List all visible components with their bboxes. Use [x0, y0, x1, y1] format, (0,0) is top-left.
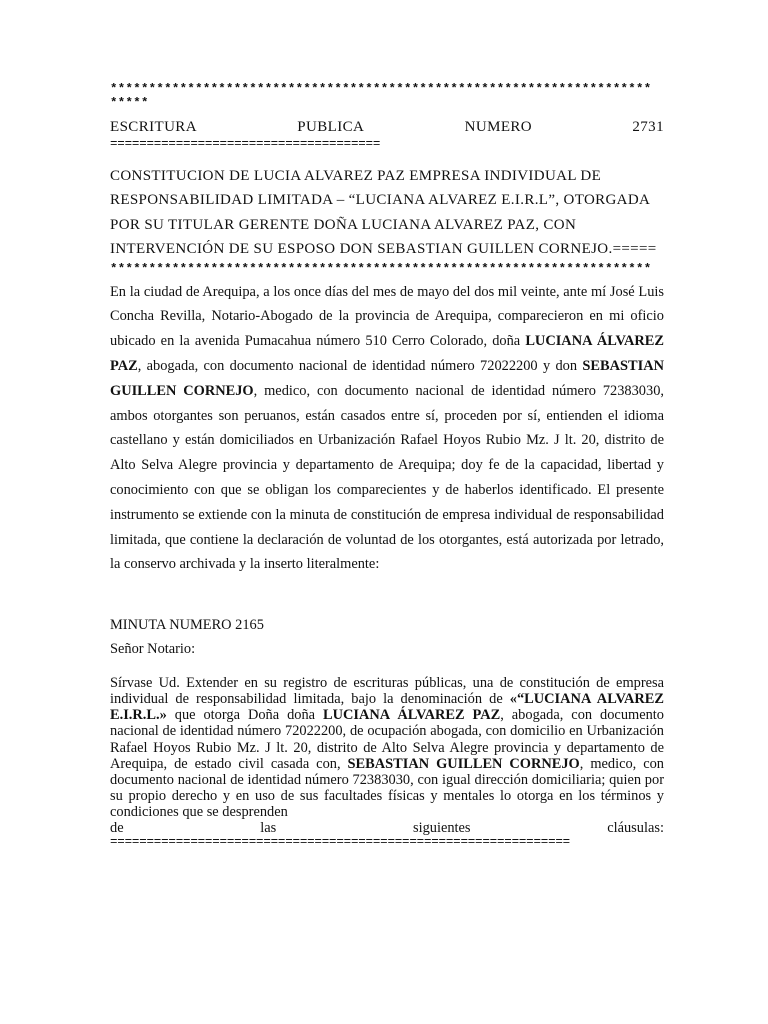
- minuta-paragraph: [110, 675, 664, 820]
- heading-line: RESPONSABILIDAD LIMITADA – “LUCIANA ALVAREZ E.I.R.L”, OTORGADA: [110, 192, 651, 209]
- last-line-word: cláusulas:: [607, 820, 664, 837]
- equals-separator-end: ===============================================================: [110, 836, 570, 849]
- minuta-text: Sírvase Ud. Extender en su registro de escrituras públicas, una de constitución de empresa individual de responsabilidad limitada, bajo la denominación de: [110, 675, 664, 708]
- asterisk-separator-top: **********************************************************************: [110, 82, 652, 96]
- heading-line: INTERVENCIÓN DE SU ESPOSO DON SEBASTIAN GUILLEN CORNEJO.=====: [110, 241, 657, 258]
- intro-text: , medico, con documento nacional de identidad número 72383030, ambos otorgantes son peruanos, están casados entre sí, proceden por sí, entienden el idioma castellano y están domiciliados en Urbanización Rafael Hoyos Rubio Mz. J lt. 20, distrito de Alto Selva Alegre provincia y departamento de Arequipa; doy fe de la capacidad, libertad y conocimiento con que se obligan los comparecientes y de haberlos identificado. El presente instrumento se extiende con la minuta de constitución de empresa individual de responsabilidad limitada, que contiene la declaración de voluntad de los otorgantes, está autorizada por letrado, la conservo archivada y la inserto literalmente:: [110, 382, 664, 573]
- introduction-paragraph: [110, 280, 664, 578]
- intro-text: En la ciudad de Arequipa, a los once días del mes de mayo del dos mil veinte, ante mí José Luis Concha Revilla, Notario-Abogado de la provincia de Arequipa, comparecieron en mi oficio ubicado en la avenida Pumacahua número 510 Cerro Colorado, doña: [110, 283, 664, 350]
- title-word: NUMERO: [464, 119, 533, 135]
- minuta-title: MINUTA NUMERO 2165: [110, 617, 264, 634]
- salutation: Señor Notario:: [110, 641, 196, 658]
- company-name: «“LUCIANA ALVAREZ E.I.R.L.»: [110, 691, 664, 724]
- minuta-last-line: [110, 820, 664, 836]
- minuta-text: , medico, con documento nacional de identidad número 72383030, con igual dirección domiciliaria; quien por su propio derecho y en uso de sus facultades físicas y mentales lo otorga en los términos y condiciones que se desprenden: [110, 755, 665, 820]
- minuta-text: , abogada, con documento nacional de identidad número 72022200, de ocupación abogada, con domicilio en Urbanización Rafael Hoyos Rubio Mz. J lt. 20, distrito de Alto Selva Alegre provincia y departamento de Arequipa, de estado civil casada con,: [110, 707, 664, 772]
- last-line-word: de: [110, 820, 124, 837]
- heading-line: POR SU TITULAR GERENTE DOÑA LUCIANA ALVAREZ PAZ, CON: [110, 216, 577, 233]
- equals-separator-title: =====================================: [110, 138, 381, 150]
- document-page: [110, 82, 664, 848]
- deed-title: [110, 116, 664, 138]
- grantor-name: LUCIANA ÁLVAREZ PAZ: [110, 333, 665, 375]
- deed-heading: [110, 164, 664, 262]
- spouse-name: SEBASTIAN GUILLEN CORNEJO: [110, 358, 664, 399]
- spouse-name: SEBASTIAN GUILLEN CORNEJO: [347, 755, 580, 772]
- asterisk-separator-bottom: **********************************************************************: [110, 261, 652, 276]
- asterisk-separator-continuation: *****: [110, 96, 149, 110]
- last-line-word: las: [260, 820, 277, 837]
- grantor-name: LUCIANA ÁLVAREZ PAZ: [323, 707, 501, 724]
- deed-number: 2731: [632, 119, 664, 135]
- minuta-text: que otorga Doña doña: [166, 707, 324, 724]
- intro-text: , abogada, con documento nacional de identidad número 72022200 y don: [137, 358, 583, 375]
- title-word: ESCRITURA: [110, 119, 197, 135]
- last-line-word: siguientes: [412, 820, 471, 837]
- heading-line: CONSTITUCION DE LUCIA ALVAREZ PAZ EMPRESA INDIVIDUAL DE: [110, 168, 602, 184]
- title-word: PUBLICA: [297, 119, 365, 135]
